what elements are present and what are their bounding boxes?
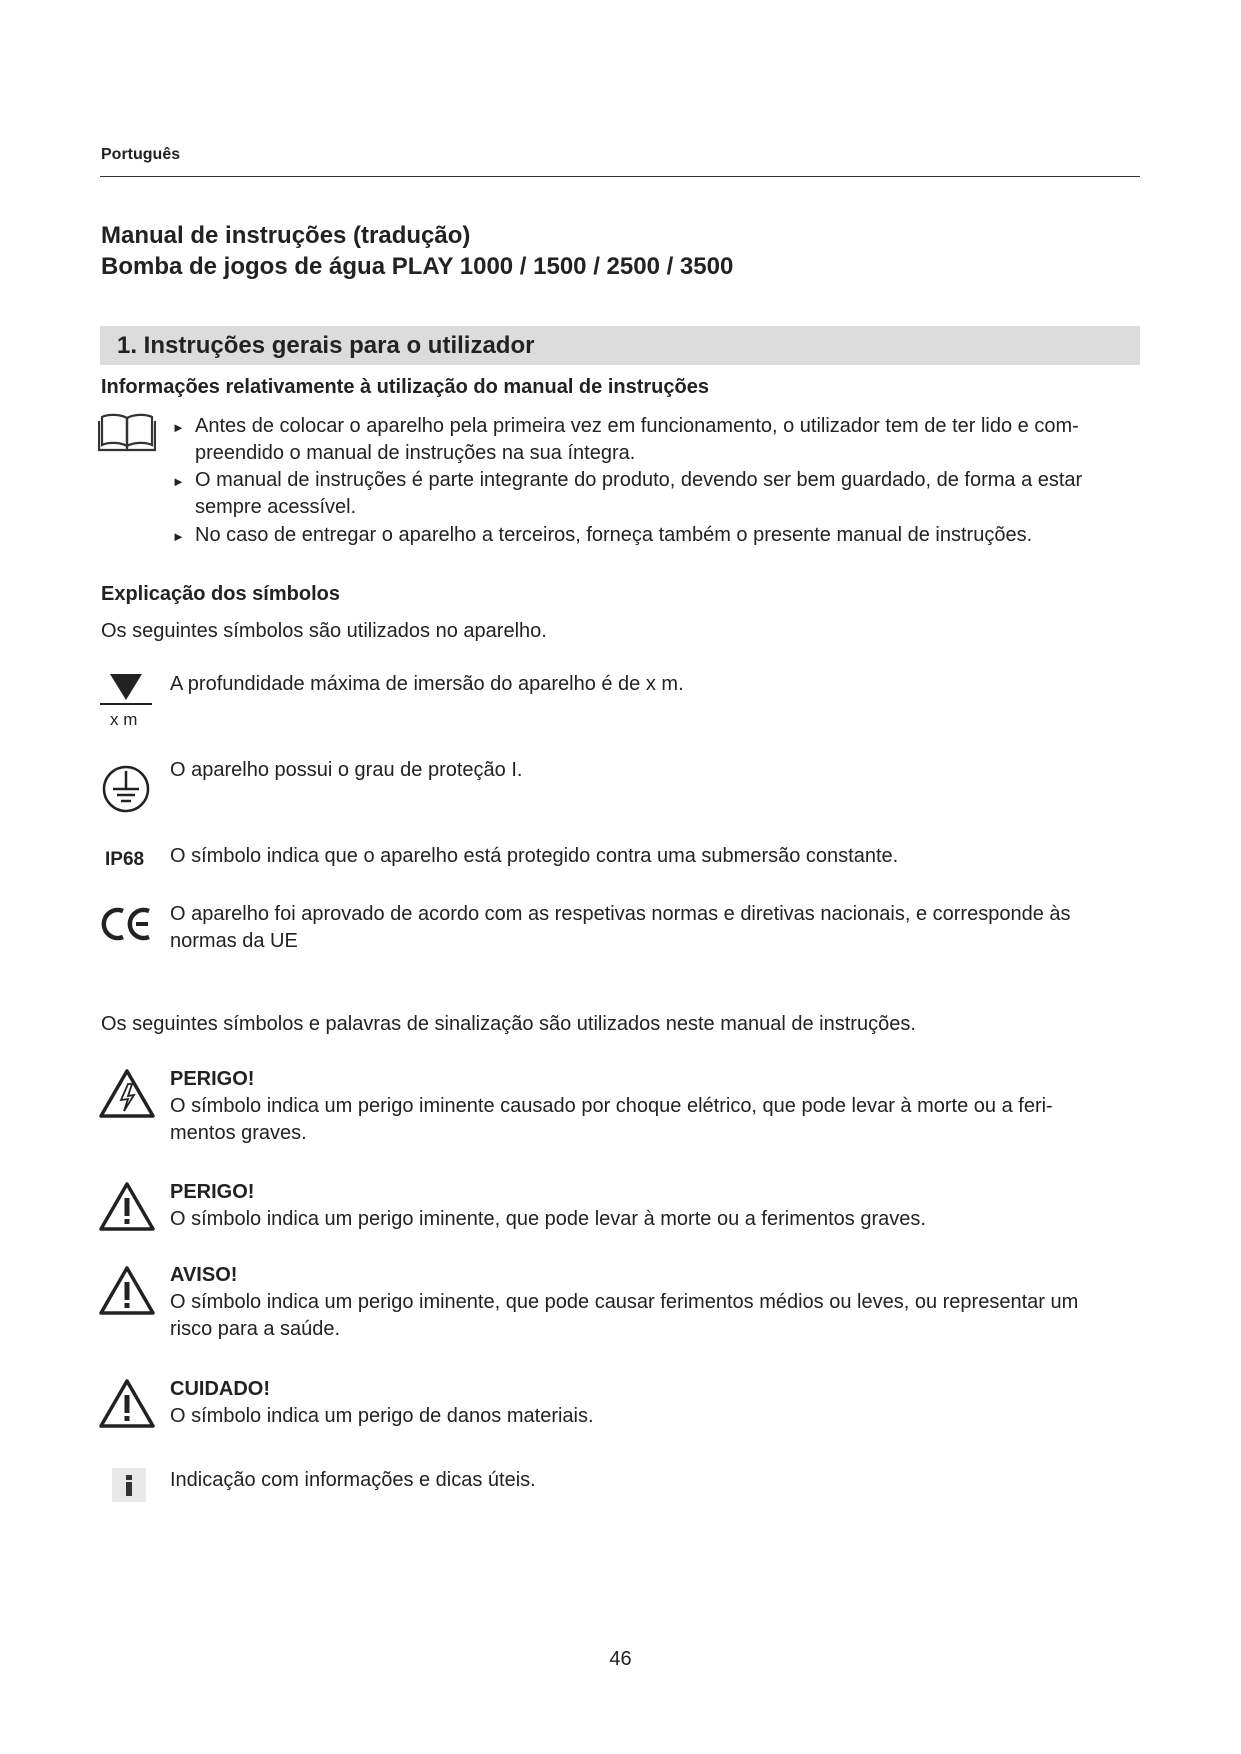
ip68-text: O símbolo indica que o aparelho está protegido contra uma submersão constante. [170,845,899,867]
manual-bullet-1: Antes de colocar o aparelho pela primeira vez em funcionamento, o utilizador tem de ter lido e com- preendido o manual de instruções na sua íntegra. [195,415,1079,464]
ip68-label: IP68 [105,849,145,870]
ce-mark-icon [101,906,153,942]
manual-bullet-2: O manual de instruções é parte integrante do produto, devendo ser bem guardado, de forma a estar sempre acessível. [195,469,1083,518]
symbols-heading: Explicação dos símbolos [101,583,340,605]
signal-warning: AVISO! O símbolo indica um perigo iminente, que pode causar ferimentos médios ou leves, ou representar um risco para a saúde. [170,1264,1079,1340]
immersion-depth-icon [98,672,154,714]
document-title [101,220,733,282]
electric-hazard-icon [98,1068,156,1120]
warning-icon [98,1181,156,1233]
section-heading: 1. Instruções gerais para o utilizador [117,332,535,359]
symbols-intro: Os seguintes símbolos são utilizados no aparelho. [101,620,547,642]
header-rule [100,176,1140,177]
signal-word: PERIGO! [170,1068,255,1090]
signal-word: CUIDADO! [170,1378,270,1400]
title-line-2: Bomba de jogos de água PLAY 1000 / 1500 / 2500 / 3500 [101,253,734,280]
language-label: Português [101,146,181,163]
signal-caution: CUIDADO! O símbolo indica um perigo de danos materiais. [170,1378,594,1427]
section-heading-bar [100,326,1140,365]
page-number: 46 [609,1648,632,1670]
earth-text: O aparelho possui o grau de proteção I. [170,759,523,781]
info-icon [112,1468,146,1502]
bullet-marker: ► [172,474,185,489]
depth-label: x m [110,710,138,729]
signal-intro: Os seguintes símbolos e palavras de sinalização são utilizados neste manual de instruções. [101,1013,916,1035]
signal-word: AVISO! [170,1264,238,1286]
signal-danger-electric: PERIGO! O símbolo indica um perigo iminente causado por choque elétrico, que pode levar à morte ou a feri- mentos graves. [170,1068,1053,1144]
manual-info-heading: Informações relativamente à utilização do manual de instruções [101,376,709,398]
bullet-marker: ► [172,420,185,435]
protective-earth-icon [101,764,151,814]
book-icon [98,412,156,454]
title-line-1: Manual de instruções (tradução) [101,222,471,249]
warning-icon [98,1265,156,1317]
ce-text: O aparelho foi aprovado de acordo com as respetivas normas e diretivas nacionais, e corresponde às normas da UE [170,903,1071,952]
depth-text: A profundidade máxima de imersão do aparelho é de x m. [170,673,684,695]
bullet-marker: ► [172,529,185,544]
signal-danger: PERIGO! O símbolo indica um perigo iminente, que pode levar à morte ou a ferimentos graves. [170,1181,926,1230]
info-text: Indicação com informações e dicas úteis. [170,1469,536,1491]
manual-bullet-3: No caso de entregar o aparelho a terceiros, forneça também o presente manual de instruções. [195,524,1033,546]
signal-word: PERIGO! [170,1181,255,1203]
warning-icon [98,1378,156,1430]
